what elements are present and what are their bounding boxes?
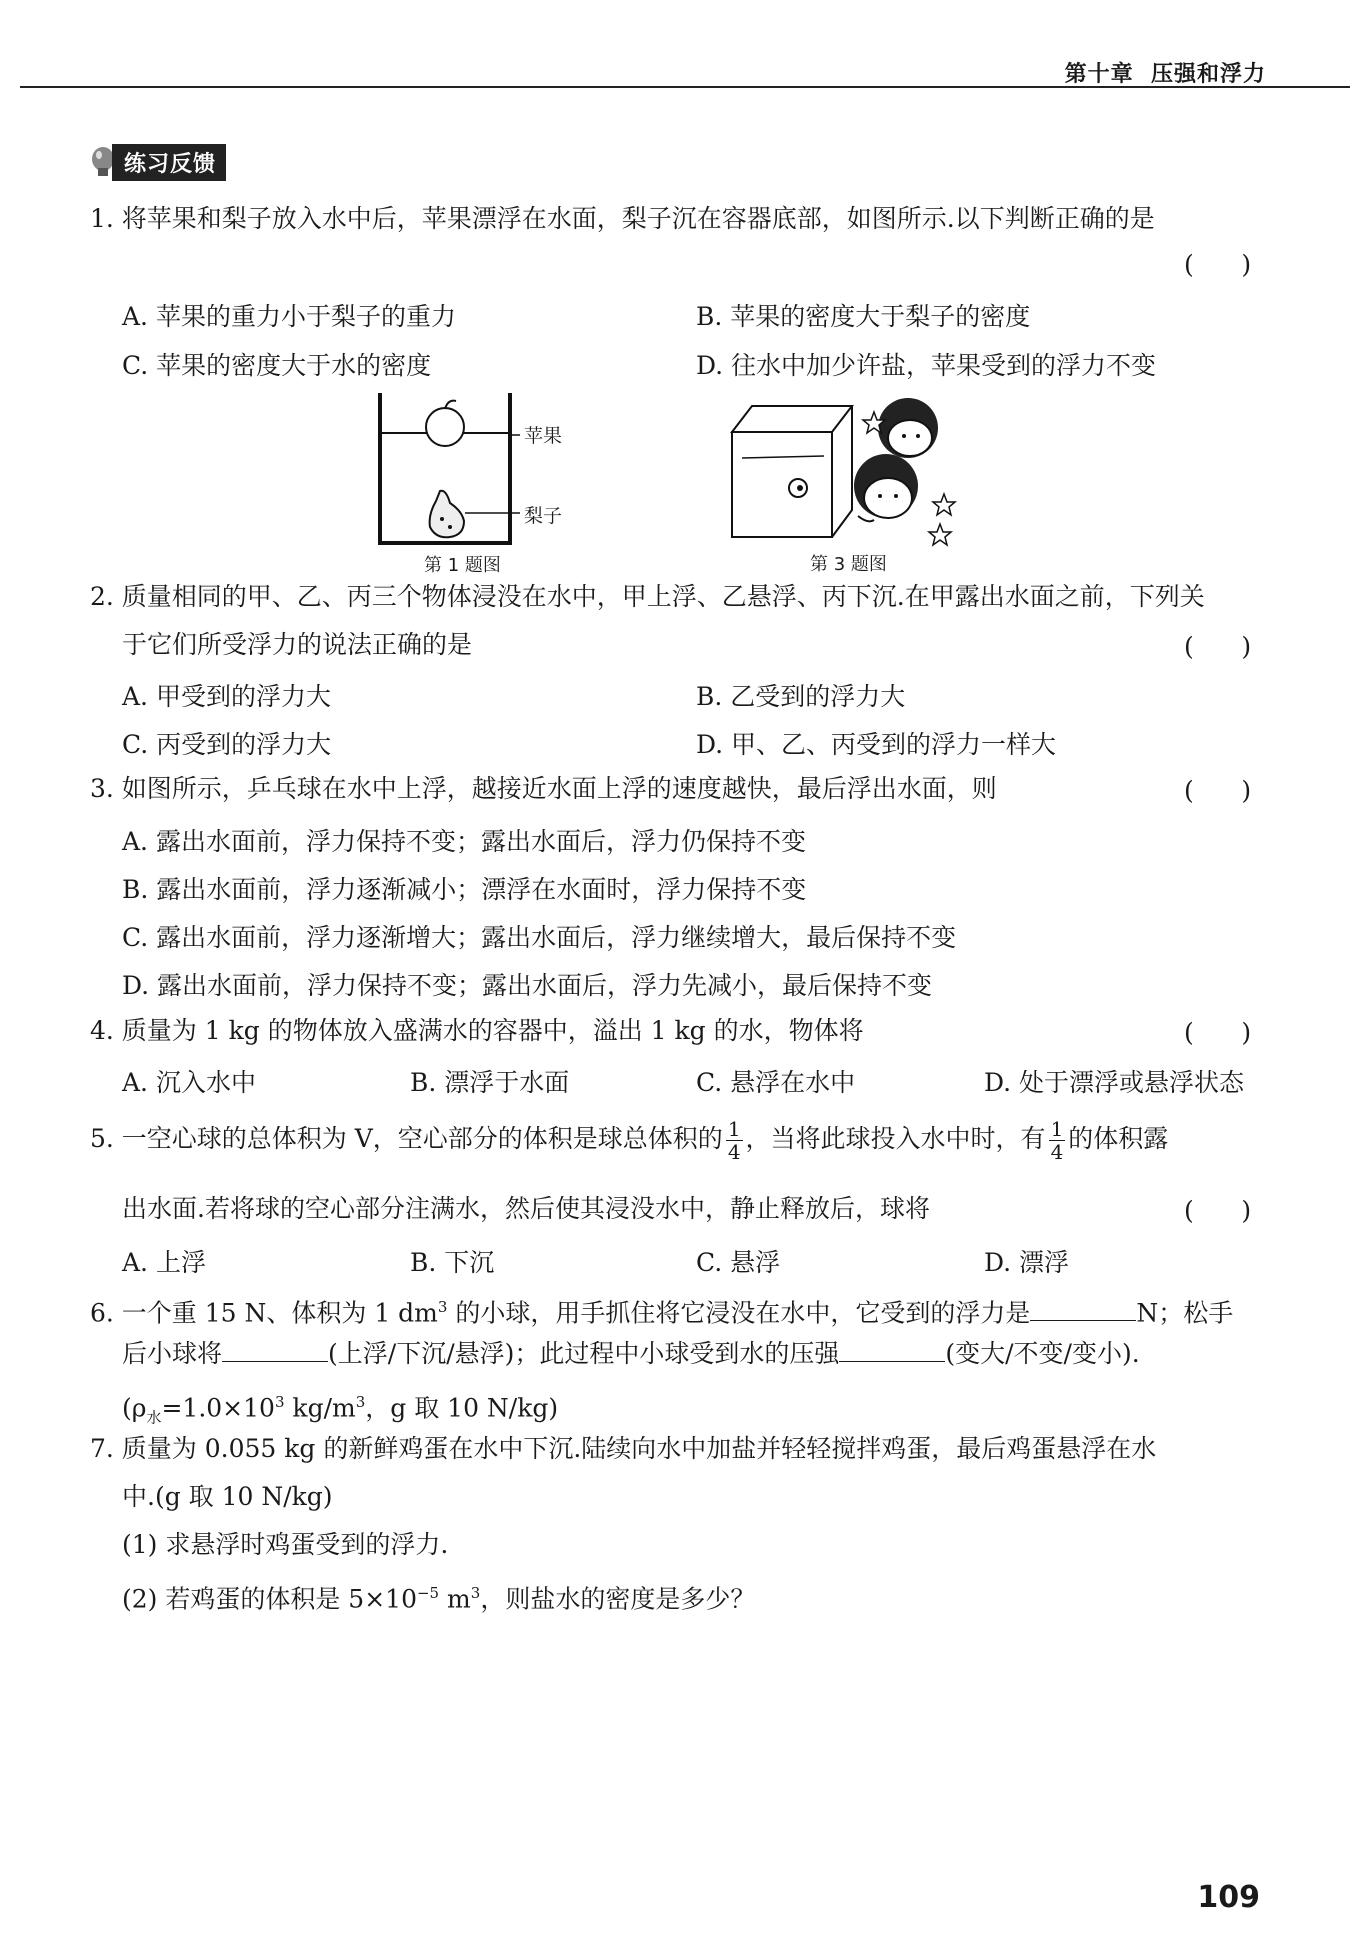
question-2-answer-paren: ( ) — [1184, 632, 1252, 661]
question-1-text: 1. 将苹果和梨子放入水中后，苹果漂浮在水面，梨子沉在容器底部，如图所示.以下判断正确的是 — [90, 204, 1155, 233]
question-5-option-b: B. 下沉 — [410, 1248, 495, 1277]
question-5-text-part-2: ，当将此球投入水中时，有 — [745, 1124, 1046, 1153]
pear-label: 梨子 — [524, 505, 563, 527]
subscript: 水 — [146, 1408, 162, 1427]
fraction-one-quarter — [1049, 1118, 1066, 1163]
question-6-text-3c: kg/m — [284, 1393, 356, 1423]
fraction-denominator: 4 — [727, 1140, 741, 1164]
pear-shape — [430, 491, 464, 538]
question-6-text-2a: 后小球将 — [122, 1339, 223, 1368]
star-icon — [929, 524, 951, 545]
question-3-answer-paren: ( ) — [1184, 776, 1252, 805]
question-6-line-2 — [122, 1337, 1140, 1371]
ping-pong-tank-children-diagram — [728, 392, 978, 547]
question-6-text-2c: (变大/不变/变小). — [945, 1339, 1140, 1368]
question-2-line-1: 2. 质量相同的甲、乙、丙三个物体浸没在水中，甲上浮、乙悬浮、丙下沉.在甲露出水面之前，下列关 — [90, 582, 1205, 611]
superscript: 3 — [274, 1393, 285, 1411]
question-2-option-c: C. 丙受到的浮力大 — [122, 730, 332, 759]
question-4-answer-paren: ( ) — [1184, 1018, 1252, 1047]
question-3-option-a: A. 露出水面前，浮力保持不变；露出水面后，浮力仍保持不变 — [122, 827, 806, 856]
answer-blank-pressure[interactable] — [839, 1337, 945, 1362]
question-2-option-b: B. 乙受到的浮力大 — [696, 682, 906, 711]
answer-blank-motion[interactable] — [222, 1337, 328, 1362]
apple-label: 苹果 — [524, 425, 563, 447]
question-4-option-c: C. 悬浮在水中 — [696, 1068, 856, 1097]
question-6-text-2b: (上浮/下沉/悬浮)；此过程中小球受到水的压强 — [328, 1339, 840, 1368]
fraction-numerator: 1 — [1050, 1117, 1064, 1141]
superscript: −5 — [416, 1584, 440, 1602]
question-4-option-b: B. 漂浮于水面 — [410, 1068, 570, 1097]
question-5-line-1 — [90, 1118, 1168, 1163]
star-icon — [933, 494, 955, 515]
question-1-answer-paren: ( ) — [1184, 250, 1252, 279]
fraction-one-quarter — [726, 1118, 743, 1163]
chapter-title: 压强和浮力 — [1150, 62, 1266, 87]
page-number: 109 — [1197, 1880, 1260, 1915]
figure-3-caption: 第 3 题图 — [810, 554, 887, 575]
fraction-numerator: 1 — [727, 1117, 741, 1141]
chapter-number: 第十章 — [1064, 62, 1134, 87]
question-7-sub-2 — [122, 1576, 755, 1616]
figure-1-caption: 第 1 题图 — [424, 555, 501, 576]
question-7-line-2: 中.(g 取 10 N/kg) — [122, 1482, 333, 1511]
question-1-option-d: D. 往水中加少许盐，苹果受到的浮力不变 — [696, 351, 1157, 380]
question-5-text-part-1: 5. 一空心球的总体积为 V，空心部分的体积是球总体积的 — [90, 1124, 723, 1153]
question-6-text-1a: 6. 一个重 15 N、体积为 1 dm — [90, 1298, 438, 1328]
question-3-text: 3. 如图所示，乒乓球在水中上浮，越接近水面上浮的速度越快，最后浮出水面，则 — [90, 774, 997, 803]
question-7-sub-2-text-b: m — [439, 1584, 471, 1614]
question-4-option-a: A. 沉入水中 — [122, 1068, 256, 1097]
question-5-option-d: D. 漂浮 — [984, 1248, 1070, 1277]
question-6-text-3b: =1.0×10 — [161, 1393, 275, 1423]
question-3-option-d: D. 露出水面前，浮力保持不变；露出水面后，浮力先减小，最后保持不变 — [122, 971, 933, 1000]
question-5-option-a: A. 上浮 — [122, 1248, 206, 1277]
question-5-option-c: C. 悬浮 — [696, 1248, 781, 1277]
apple-shape — [426, 408, 464, 446]
question-7-line-1: 7. 质量为 0.055 kg 的新鲜鸡蛋在水中下沉.陆续向水中加盐并轻轻搅拌鸡蛋，最后鸡蛋悬浮在水 — [90, 1434, 1157, 1463]
question-1-option-a: A. 苹果的重力小于梨子的重力 — [122, 302, 456, 331]
question-7-sub-2-text-a: (2) 若鸡蛋的体积是 5×10 — [122, 1584, 417, 1614]
question-6-text-1c: N；松手 — [1136, 1298, 1234, 1328]
question-5-answer-paren: ( ) — [1184, 1196, 1252, 1225]
question-1-option-c: C. 苹果的密度大于水的密度 — [122, 351, 432, 380]
header-rule — [20, 86, 1350, 88]
section-tag — [88, 144, 226, 181]
figure-3 — [728, 392, 978, 582]
question-2-option-d: D. 甲、乙、丙受到的浮力一样大 — [696, 730, 1057, 759]
question-5-text-part-3: 的体积露 — [1068, 1124, 1169, 1153]
fraction-denominator: 4 — [1050, 1140, 1064, 1164]
question-5-line-2: 出水面.若将球的空心部分注满水，然后使其浸没水中，静止释放后，球将 — [122, 1194, 930, 1223]
superscript: 3 — [437, 1298, 448, 1316]
question-3-option-b: B. 露出水面前，浮力逐渐减小；漂浮在水面时，浮力保持不变 — [122, 875, 807, 904]
section-tag-label: 练习反馈 — [112, 144, 226, 181]
superscript: 3 — [470, 1584, 481, 1602]
question-3-option-c: C. 露出水面前，浮力逐渐增大；露出水面后，浮力继续增大，最后保持不变 — [122, 923, 957, 952]
question-6-text-3d: ，g 取 10 N/kg) — [365, 1393, 559, 1423]
question-6-text-3a: (ρ — [122, 1393, 147, 1423]
question-6-line-1 — [90, 1290, 1233, 1330]
question-4-option-d: D. 处于漂浮或悬浮状态 — [984, 1068, 1245, 1097]
question-6-line-3 — [122, 1385, 558, 1434]
question-2-line-2: 于它们所受浮力的说法正确的是 — [122, 630, 473, 659]
question-1-option-b: B. 苹果的密度大于梨子的密度 — [696, 302, 1031, 331]
question-7-sub-2-text-c: ，则盐水的密度是多少？ — [480, 1584, 756, 1614]
superscript: 3 — [355, 1393, 366, 1411]
figure-1 — [370, 393, 600, 583]
question-4-text: 4. 质量为 1 kg 的物体放入盛满水的容器中，溢出 1 kg 的水，物体将 — [90, 1016, 864, 1045]
question-2-option-a: A. 甲受到的浮力大 — [122, 682, 331, 711]
question-6-text-1b: 的小球，用手抓住将它浸没在水中，它受到的浮力是 — [447, 1298, 1031, 1328]
question-7-sub-1: (1) 求悬浮时鸡蛋受到的浮力. — [122, 1530, 449, 1559]
apple-pear-container-diagram — [370, 393, 600, 548]
answer-blank-buoyancy[interactable] — [1030, 1296, 1136, 1321]
chapter-header — [1065, 57, 1266, 88]
